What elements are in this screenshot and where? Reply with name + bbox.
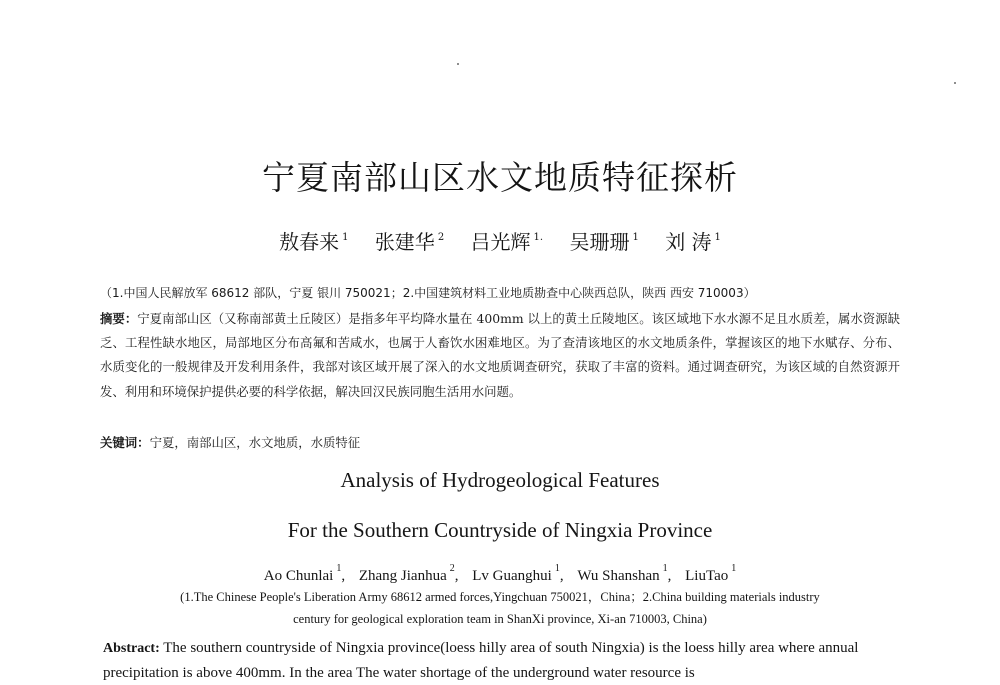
affiliation-marker: 1 [336, 563, 342, 574]
english-affiliation-line-2: century for geological exploration team in ShanXi province, Xi-an 710003, China) [293, 612, 707, 626]
author-separator: , [559, 568, 564, 584]
chinese-author-name: 敖春来 [279, 230, 340, 254]
scan-speck [457, 63, 459, 65]
author-separator: , [454, 568, 459, 584]
chinese-keywords-text: 宁夏，南部山区，水文地质，水质特征 [149, 435, 361, 450]
chinese-keywords [100, 433, 900, 451]
affiliation-marker: 1 [731, 563, 737, 574]
english-author [472, 563, 564, 584]
chinese-author [569, 226, 638, 255]
english-author [263, 563, 346, 584]
english-author-name: Ao Chunlai [263, 568, 334, 584]
english-author [577, 563, 672, 584]
chinese-author [375, 226, 444, 255]
english-title-line-1: Analysis of Hydrogeological Features [340, 468, 660, 492]
english-title-line-2: For the Southern Countryside of Ningxia Province [287, 518, 713, 542]
affiliation-marker: 2 [449, 563, 455, 574]
scan-speck [954, 82, 956, 84]
author-separator: , [667, 568, 672, 584]
affiliation-marker: 1. [533, 232, 544, 243]
affiliation-marker: 1 [554, 563, 560, 574]
english-affiliation-line-1: (1.The Chinese People's Liberation Army 68612 armed forces,Yingchuan 750021，China；2.China building materials industry [180, 590, 820, 604]
english-author [358, 563, 459, 584]
chinese-author-name: 吴珊珊 [569, 230, 630, 254]
english-author [685, 563, 737, 584]
chinese-author-name: 吕光辉 [470, 230, 531, 254]
chinese-abstract-text: 宁夏南部山区（又称南部黄土丘陵区）是指多年平均降水量在 400mm 以上的黄土丘陵地区。该区域地下水水源不足且水质差，属水资源缺乏、工程性缺水地区，局部地区分布高氟和苦咸水，也属于人畜饮水困难地区。为了查清该地区的水文地质条件，掌握该区的地下水赋存、分布、水质变化的一般规律及开发利用条件，我部对该区域开展了深入的水文地质调查研究，获取了丰富的资料。通过调查研究，为该区域的自然资源开发、利用和环境保护提供必要的科学依据，解决回汉民族同胞生活用水问题。 [100, 311, 900, 399]
chinese-title: 宁夏南部山区水文地质特征探析 [262, 158, 738, 197]
affiliation-marker: 1 [632, 232, 639, 243]
chinese-abstract [100, 307, 900, 404]
english-abstract-text: The southern countryside of Ningxia province(loess hilly area of south Ningxia) is the loess hilly area where annual precipitation is above 400mm. In the area The water shortage of the underground water resource is [103, 640, 859, 681]
chinese-author [665, 226, 721, 255]
affiliation-marker: 1 [662, 563, 668, 574]
chinese-affiliation: （1.中国人民解放军 68612 部队，宁夏 银川 750021；2.中国建筑材料工业地质勘查中心陕西总队，陕西 西安 710003） [100, 286, 756, 300]
chinese-author [279, 226, 348, 255]
english-abstract-label: Abstract: [103, 641, 160, 656]
english-author-list [0, 563, 1000, 585]
affiliation-marker: 1 [342, 232, 349, 243]
chinese-abstract-label: 摘要： [100, 311, 138, 326]
chinese-author-name: 刘 涛 [665, 230, 712, 254]
english-author-name: Zhang Jianhua [358, 568, 447, 584]
chinese-author-list [0, 226, 1000, 255]
affiliation-marker: 1 [714, 232, 721, 243]
english-abstract [103, 636, 903, 685]
affiliation-marker: 2 [437, 232, 445, 243]
chinese-author [471, 226, 544, 255]
english-author-name: Wu Shanshan [577, 568, 660, 584]
english-author-name: LiuTao [685, 568, 729, 584]
author-separator: , [341, 568, 346, 584]
english-author-name: Lv Guanghui [472, 568, 552, 584]
chinese-author-name: 张建华 [374, 230, 435, 254]
chinese-keywords-label: 关键词： [100, 435, 150, 450]
